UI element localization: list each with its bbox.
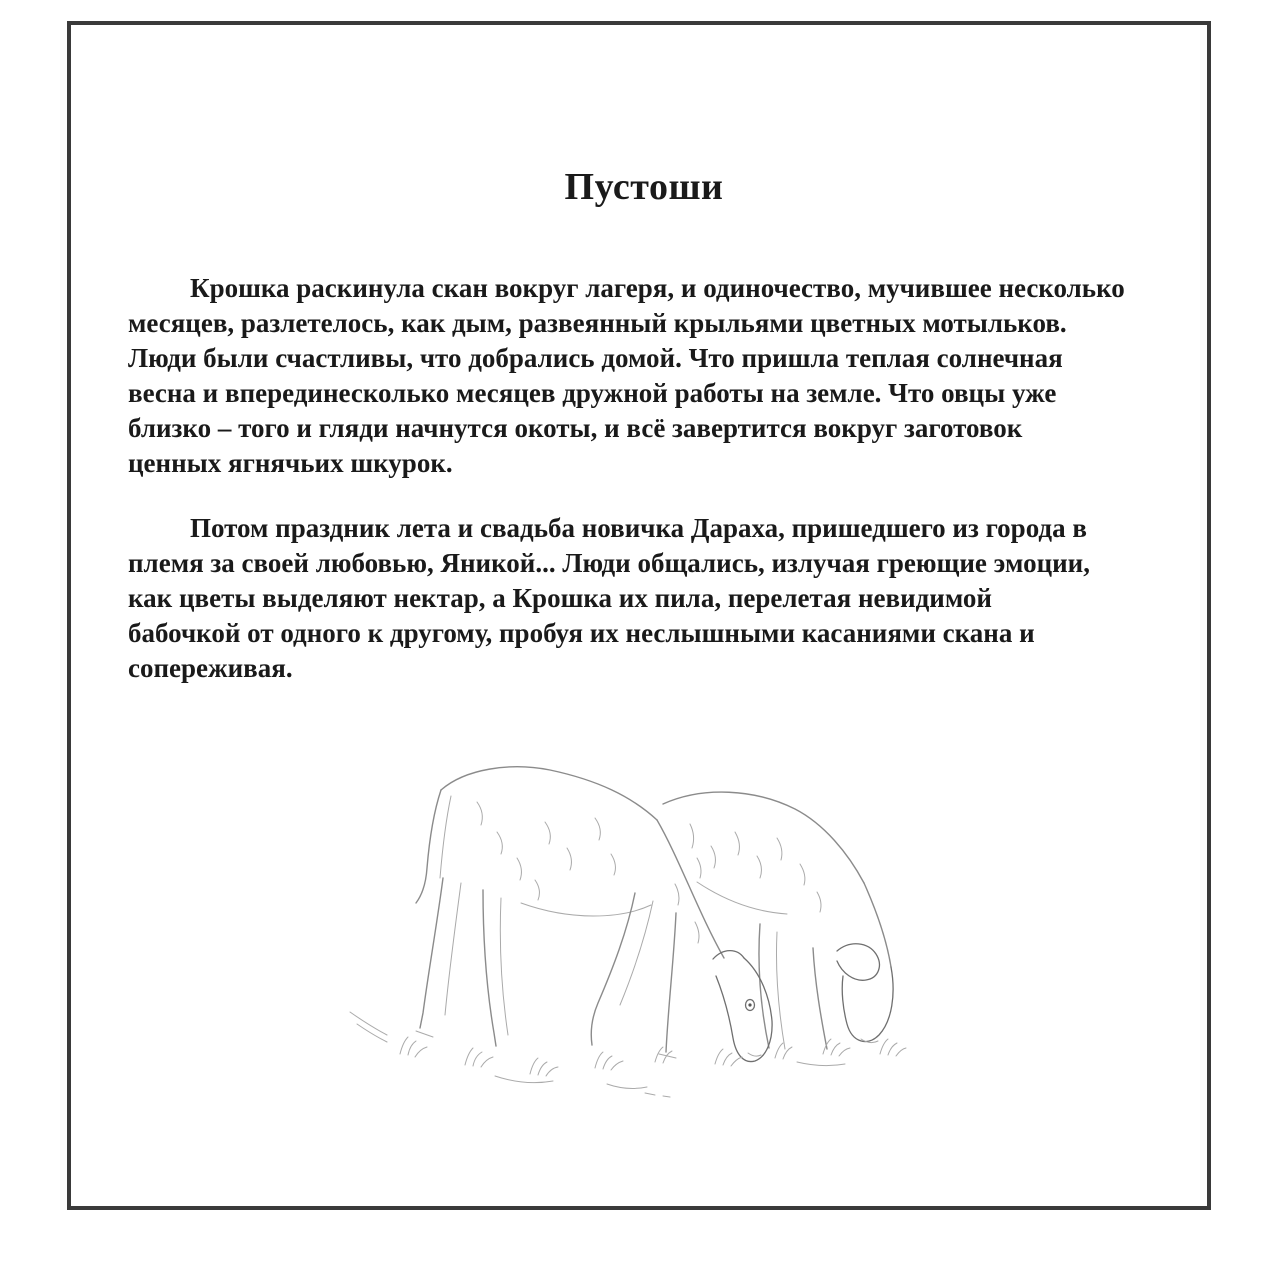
- paragraph-line: сопереживая.: [128, 653, 293, 683]
- paragraph-line: как цветы выделяют нектар, а Крошка их пила, перелетая невидимой: [128, 583, 992, 613]
- front-lamb: [416, 767, 772, 1062]
- paragraph-2: [128, 511, 1160, 686]
- page-title: Пустоши: [564, 166, 724, 208]
- paragraph-line: месяцев, разлетелось, как дым, развеянный крыльями цветных мотыльков.: [128, 308, 1067, 338]
- paragraph-line: Потом праздник лета и свадьба новичка Дараха, пришедшего из города в: [190, 513, 1087, 543]
- paragraph-line: ценных ягнячьих шкурок.: [128, 448, 453, 478]
- lambs-grazing-illustration: [345, 762, 915, 1102]
- paragraph-1: [128, 271, 1160, 481]
- lambs-grazing-svg: [345, 762, 915, 1102]
- paragraph-line: Люди были счастливы, что добрались домой. Что пришла теплая солнечная: [128, 343, 1063, 373]
- paragraph-line: Крошка раскинула скан вокруг лагеря, и одиночество, мучившее несколько: [190, 273, 1125, 303]
- text-area: [128, 165, 1160, 716]
- paragraph-line: весна и вперединесколько месяцев дружной работы на земле. Что овцы уже: [128, 378, 1057, 408]
- paragraph-line: бабочкой от одного к другому, пробуя их неслышными касаниями скана и: [128, 618, 1035, 648]
- paragraph-line: близко – того и гляди начнутся окоты, и всё завертится вокруг заготовок: [128, 413, 1023, 443]
- paragraph-line: племя за своей любовью, Яникой... Люди общались, излучая греющие эмоции,: [128, 548, 1090, 578]
- rear-lamb: [663, 792, 893, 1049]
